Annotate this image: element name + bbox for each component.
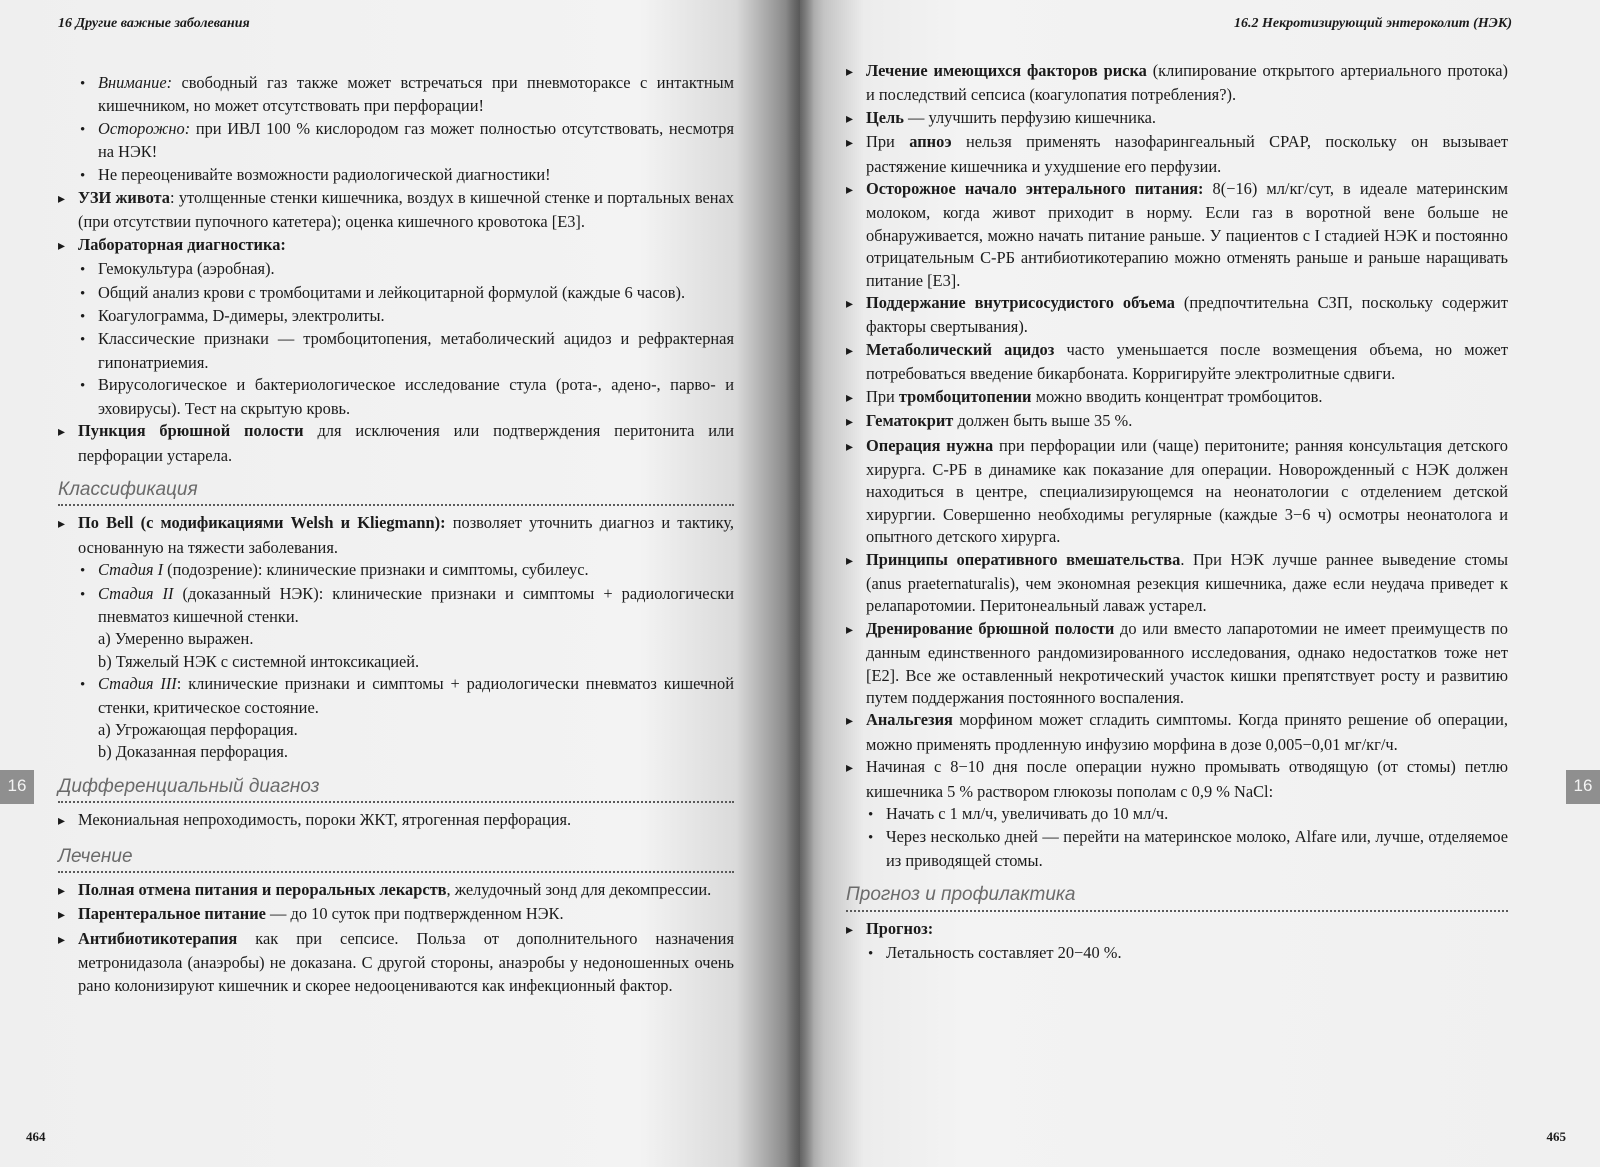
list-item: • Стадия II (доказанный НЭК): клинические признаки и симптомы + радиологически пневматоз кишечной стенки. (58, 583, 734, 629)
list-item: • Вирусологическое и бактериологическое исследование стула (рота-, адено-, парво- и эховирусы). Тест на скрытую кровь. (58, 374, 734, 420)
list-item: ▸ Парентеральное питание — до 10 суток при подтвержденном НЭК. (58, 903, 734, 927)
list-item: ▸ Полная отмена питания и пероральных лекарств, желудочный зонд для декомпрессии. (58, 879, 734, 903)
list-item: ▸ Дренирование брюшной полости до или вместо лапаротомии не имеет преимуществ по данным единственного рандомизированного исследования, однако недостатков тоже нет [E2]. Все же оставленный некротический участок кишки препятствует росту и развитию путем поддержания постоянного воспаления. (846, 618, 1508, 710)
running-head: 16.2 Некротизирующий энтероколит (НЭК) (1233, 16, 1512, 31)
list-item: ▸ Метаболический ацидоз часто уменьшается после возмещения объема, но может потребоваться введение бикарбоната. Корригируйте электролитные сдвиги. (846, 339, 1508, 386)
list-item: b) Доказанная перфорация. (98, 742, 289, 762)
list-item: • Начать с 1 мл/ч, увеличивать до 10 мл/ч. (846, 803, 1508, 826)
list-item: ▸ Цель — улучшить перфузию кишечника. (846, 107, 1508, 131)
section-heading-differential: Дифференциальный диагноз (58, 776, 734, 803)
thumb-tab: 16 (1566, 770, 1600, 804)
thumb-tab: 16 (0, 770, 34, 804)
list-item: ▸ Лабораторная диагностика: (58, 234, 734, 258)
list-item: ▸ При тромбоцитопении можно вводить концентрат тромбоцитов. (846, 386, 1508, 410)
list-item: ▸ Поддержание внутрисосудистого объема (предпочтительна СЗП, поскольку содержит факторы свертывания). (846, 292, 1508, 339)
section-heading-prognosis: Прогноз и профилактика (846, 884, 1508, 911)
list-item: ▸ Прогноз: (846, 918, 1508, 942)
list-item: ▸ УЗИ живота: утолщенные стенки кишечника, воздух в кишечной стенке и портальных венах (при отсутствии пупочного катетера); оценка кишечного кровотока [E3]. (58, 187, 734, 234)
list-item: ▸ Принципы оперативного вмешательства. При НЭК лучше раннее выведение стомы (anus praeternaturalis), чем экономная резекция кишечника, даже если неудача приведет к релапаротомии. Перитонеальный лаваж устарел. (846, 549, 1508, 618)
section-heading-treatment: Лечение (58, 846, 734, 873)
list-item: • Стадия I (подозрение): клинические признаки и симптомы, субилеус. (58, 559, 734, 582)
list-item: • Классические признаки — тромбоцитопения, метаболический ацидоз и рефрактерная гипонатриемия. (58, 328, 734, 374)
list-item: • Внимание: свободный газ также может встречаться при пневмотораксе с интактным кишечником, но может отсутствовать при перфорации! (58, 72, 734, 118)
list-item: ▸ Операция нужна при перфорации или (чаще) перитоните; ранняя консультация детского хирурга. С-РБ в динамике как показание для операции. Новорожденный с НЭК должен находиться в центре, специализирующемся на неонатологии с отделением детской хирургии. Совершенно необходимы регулярные (каждые 3−6 ч) осмотры неонатолога и опытного детского хирурга. (846, 435, 1508, 549)
list-item: ▸ Анальгезия морфином может сгладить симптомы. Когда принято решение об операции, можно применять продленную инфузию морфина в дозе 0,005−0,01 мг/кг/ч. (846, 709, 1508, 756)
section-heading-classification: Классификация (58, 479, 734, 506)
left-text-column (58, 72, 734, 997)
book-gutter-shadow (786, 0, 814, 1167)
list-item: a) Угрожающая перфорация. (98, 719, 298, 739)
list-item: • Гемокультура (аэробная). (58, 258, 734, 281)
list-item: a) Умеренно выражен. (98, 629, 254, 649)
list-item: ▸ Лечение имеющихся факторов риска (клипирование открытого артериального протока) и последствий сепсиса (коагулопатия потребления?). (846, 60, 1508, 107)
list-item: ▸ Гематокрит должен быть выше 35 %. (846, 410, 1508, 434)
list-item: • Через несколько дней — перейти на материнское молоко, Alfare или, лучше, отделяемое из приводящей стомы. (846, 826, 1508, 872)
list-item: • Летальность составляет 20−40 %. (846, 942, 1508, 965)
right-page (800, 0, 1600, 1167)
list-item: b) Тяжелый НЭК с системной интоксикацией. (98, 651, 420, 671)
list-item: • Не переоценивайте возможности радиологической диагностики! (58, 164, 734, 187)
list-item: ▸ Осторожное начало энтерального питания: 8(−16) мл/кг/сут, в идеале материнским молоком, когда живот приходит в норму. Если газ в воротной вене больше не обнаруживается, можно начать питание раньше. У пациентов с I стадией НЭК и постоянно отрицательным С-РБ антибиотикотерапию можно отменять раньше и раньше наращивать питание [E3]. (846, 178, 1508, 292)
list-item: ▸ По Bell (с модификациями Welsh и Kliegmann): позволяет уточнить диагноз и тактику, основанную на тяжести заболевания. (58, 512, 734, 559)
page-number: 465 (1546, 1129, 1566, 1144)
list-item: ▸ Антибиотикотерапия как при сепсисе. Польза от дополнительного назначения метронидазола (анаэробы) не доказана. С другой стороны, анаэробы у недоношенных очень рано колонизируют кишечник и скорее недооцениваются как инфекционный фактор. (58, 928, 734, 997)
list-item: ▸ Пункция брюшной полости для исключения или подтверждения перитонита или перфорации устарела. (58, 420, 734, 467)
list-item: • Коагулограмма, D-димеры, электролиты. (58, 305, 734, 328)
running-head: 16 Другие важные заболевания (58, 16, 250, 31)
page-number: 464 (26, 1129, 46, 1144)
right-text-column (846, 60, 1508, 965)
list-item: ▸ Начиная с 8−10 дня после операции нужно промывать отводящую (от стомы) петлю кишечника 5 % раствором глюкозы пополам с 0,9 % NaCl: (846, 756, 1508, 803)
list-item: • Общий анализ крови с тромбоцитами и лейкоцитарной формулой (каждые 6 часов). (58, 282, 734, 305)
list-item: • Осторожно: при ИВЛ 100 % кислородом газ может полностью отсутствовать, несмотря на НЭК! (58, 118, 734, 164)
list-item: • Стадия III: клинические признаки и симптомы + радиологически пневматоз кишечной стенки, критическое состояние. (58, 673, 734, 719)
list-item: ▸ При апноэ нельзя применять назофарингеальный CPAP, поскольку он вызывает растяжение кишечника и ухудшение его перфузии. (846, 131, 1508, 178)
list-item: ▸ Мекониальная непроходимость, пороки ЖКТ, ятрогенная перфорация. (58, 809, 734, 833)
